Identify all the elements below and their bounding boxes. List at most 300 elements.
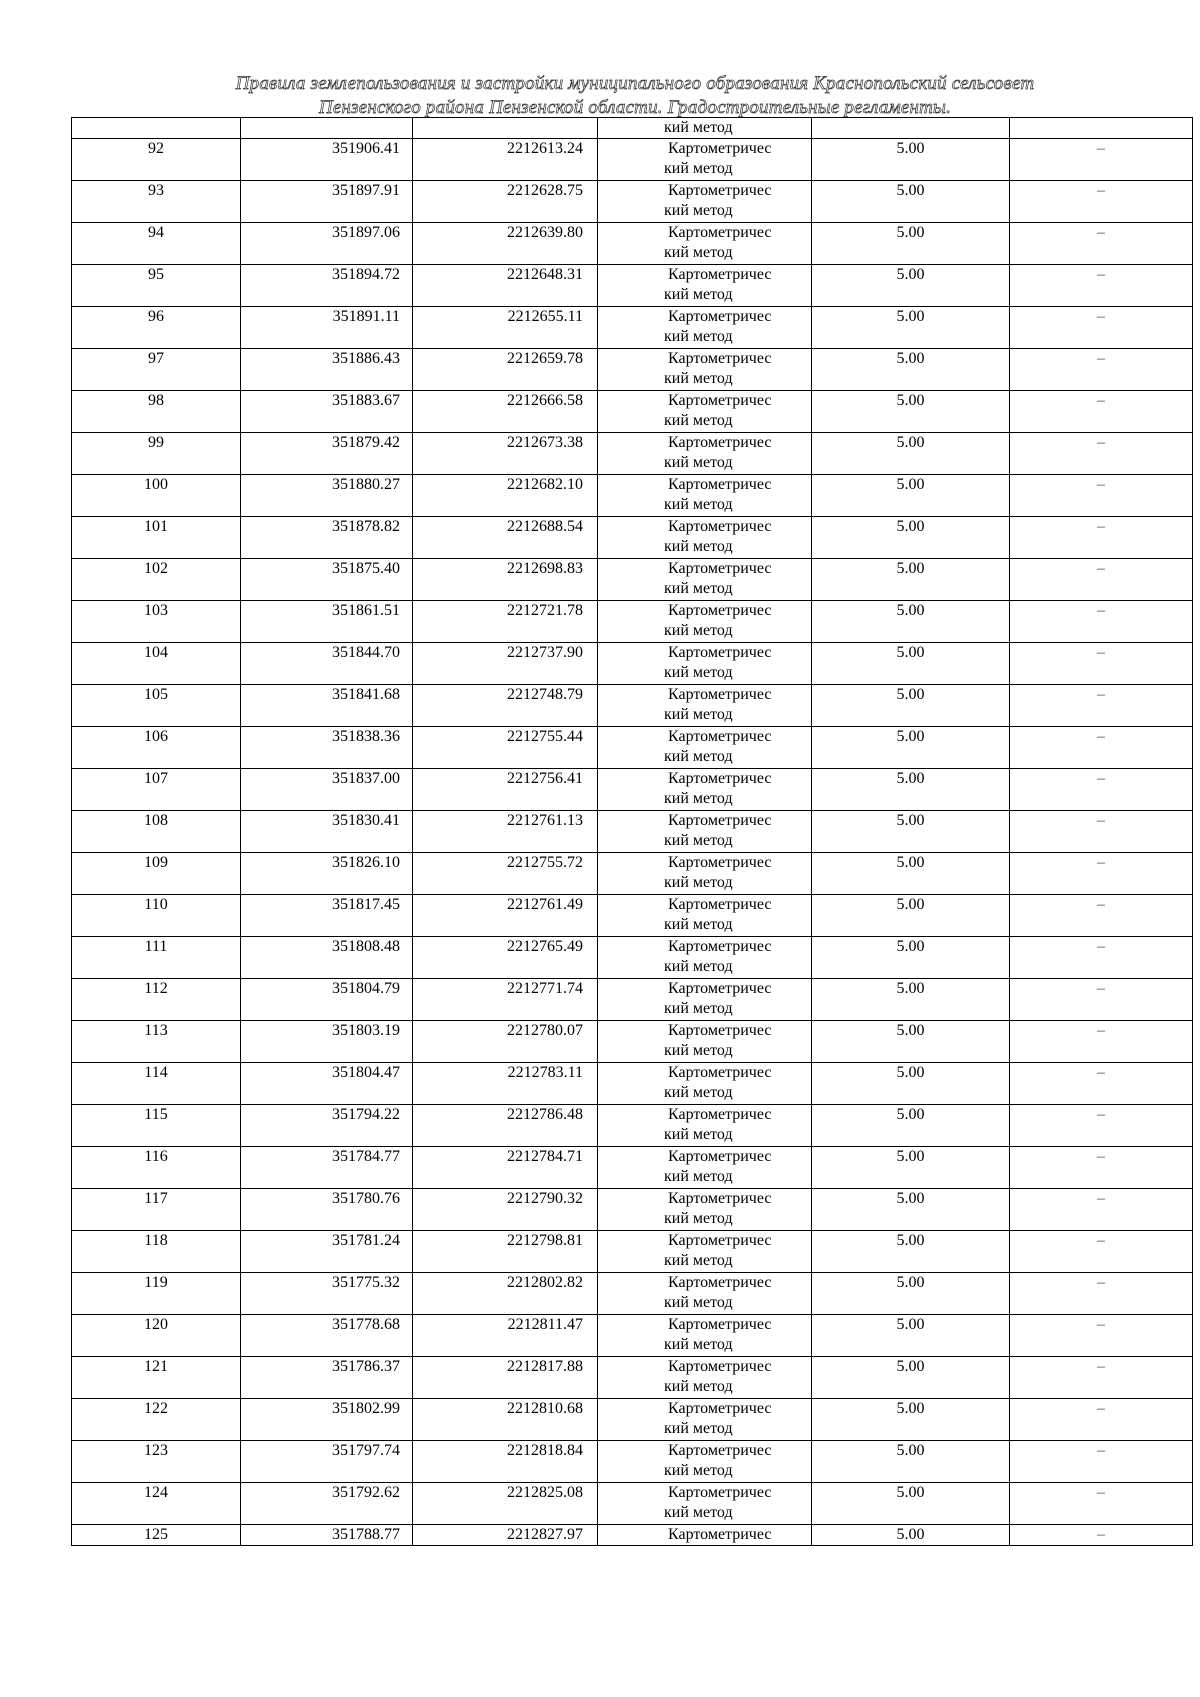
cell-number: 112 — [72, 979, 241, 1021]
cell-precision: 5.00 — [812, 853, 1010, 895]
cell-method — [598, 223, 812, 265]
method-line-2: кий метод — [664, 1000, 733, 1017]
method-line-1: Картометричес — [668, 476, 772, 493]
cell-x: 351894.72 — [241, 265, 413, 307]
method-line-1: Картометричес — [668, 1442, 772, 1459]
method-line-1: Картометричес — [668, 518, 772, 535]
table-row — [72, 685, 1193, 727]
cell-y: 2212721.78 — [413, 601, 598, 643]
cell-precision: 5.00 — [812, 1231, 1010, 1273]
method-line-1: Картометричес — [668, 1316, 772, 1333]
cell-description: – — [1010, 769, 1193, 811]
method-line-2: кий метод — [664, 244, 733, 261]
cell-description: – — [1010, 349, 1193, 391]
cell-y: 2212756.41 — [413, 769, 598, 811]
cell-description: – — [1010, 1441, 1193, 1483]
method-line-2: кий метод — [664, 1210, 733, 1227]
cell-x: 351886.43 — [241, 349, 413, 391]
cell-method — [598, 181, 812, 223]
cell-x: 351804.47 — [241, 1063, 413, 1105]
cell-y: 2212688.54 — [413, 517, 598, 559]
cell-method — [598, 1231, 812, 1273]
method-line-2: кий метод — [664, 580, 733, 597]
cell-y: 2212737.90 — [413, 643, 598, 685]
cell-description: – — [1010, 517, 1193, 559]
header-line-1: Правила землепользования и застройки муниципального образования Краснопольский сельсовет — [235, 73, 1035, 94]
cell-method — [598, 517, 812, 559]
cell-x: 351891.11 — [241, 307, 413, 349]
method-line-2: кий метод — [664, 370, 733, 387]
cell-description: – — [1010, 1231, 1193, 1273]
method-line-1: Картометричес — [668, 812, 772, 829]
table-row — [72, 1357, 1193, 1399]
method-line-1: Картометричес — [668, 140, 772, 157]
method-line-1: Картометричес — [668, 770, 772, 787]
cell-precision: 5.00 — [812, 433, 1010, 475]
cell-x: 351875.40 — [241, 559, 413, 601]
cell-description: – — [1010, 265, 1193, 307]
continued-row — [72, 118, 1193, 139]
cell-description: – — [1010, 139, 1193, 181]
method-line-1: Картометричес — [668, 1064, 772, 1081]
method-line-2: кий метод — [664, 790, 733, 807]
cell-method — [598, 307, 812, 349]
page-header — [70, 72, 1200, 120]
cell-y: 2212818.84 — [413, 1441, 598, 1483]
table-row — [72, 979, 1193, 1021]
cell-number: 109 — [72, 853, 241, 895]
cell-x — [241, 118, 413, 139]
method-line-2: кий метод — [664, 706, 733, 723]
cell-method — [598, 139, 812, 181]
cell-precision: 5.00 — [812, 1063, 1010, 1105]
cell-number: 114 — [72, 1063, 241, 1105]
table-row — [72, 895, 1193, 937]
cell-method — [598, 643, 812, 685]
cell-x: 351838.36 — [241, 727, 413, 769]
cell-description: – — [1010, 853, 1193, 895]
cell-number: 94 — [72, 223, 241, 265]
cell-precision: 5.00 — [812, 307, 1010, 349]
cell-description: – — [1010, 643, 1193, 685]
method-line-2: кий метод — [664, 1378, 733, 1395]
cell-number: 101 — [72, 517, 241, 559]
cell-x: 351878.82 — [241, 517, 413, 559]
cell-description: – — [1010, 391, 1193, 433]
cell-description: – — [1010, 1273, 1193, 1315]
method-line-2: кий метод — [664, 1294, 733, 1311]
method-line-1: Картометричес — [668, 1148, 772, 1165]
cell-y: 2212783.11 — [413, 1063, 598, 1105]
cell-x: 351817.45 — [241, 895, 413, 937]
cell-precision: 5.00 — [812, 1441, 1010, 1483]
cell-y: 2212659.78 — [413, 349, 598, 391]
cell-method — [598, 979, 812, 1021]
table-row — [72, 307, 1193, 349]
cell-method: Картометричес — [598, 1525, 812, 1546]
table-row — [72, 139, 1193, 181]
cell-method — [598, 391, 812, 433]
cell-precision: 5.00 — [812, 391, 1010, 433]
cell-number: 119 — [72, 1273, 241, 1315]
method-line-2: кий метод — [664, 1084, 733, 1101]
cell-number: 103 — [72, 601, 241, 643]
cell-x: 351792.62 — [241, 1483, 413, 1525]
cell-description: – — [1010, 685, 1193, 727]
cell-y: 2212827.97 — [413, 1525, 598, 1546]
cell-method — [598, 433, 812, 475]
cell-method — [598, 1357, 812, 1399]
method-line-2: кий метод — [664, 874, 733, 891]
table-row — [72, 433, 1193, 475]
cell-number: 122 — [72, 1399, 241, 1441]
cell-y: 2212817.88 — [413, 1357, 598, 1399]
method-line-1: Картометричес — [668, 1484, 772, 1501]
method-line-1: Картометричес — [668, 686, 772, 703]
cell-y: 2212628.75 — [413, 181, 598, 223]
cell-method — [598, 475, 812, 517]
cell-number: 108 — [72, 811, 241, 853]
cell-number: 121 — [72, 1357, 241, 1399]
cell-method — [598, 1147, 812, 1189]
cell-x: 351837.00 — [241, 769, 413, 811]
cell-x: 351808.48 — [241, 937, 413, 979]
method-line-2: кий метод — [664, 916, 733, 933]
table-row — [72, 1021, 1193, 1063]
cell-method — [598, 349, 812, 391]
table-row — [72, 1147, 1193, 1189]
method-line-1: Картометричес — [668, 644, 772, 661]
method-line-1: Картометричес — [668, 896, 772, 913]
method-line-1: Картометричес — [668, 1274, 772, 1291]
cell-x: 351781.24 — [241, 1231, 413, 1273]
cell-number: 95 — [72, 265, 241, 307]
method-line-2: кий метод — [664, 160, 733, 177]
cell-number: 97 — [72, 349, 241, 391]
cell-y: 2212802.82 — [413, 1273, 598, 1315]
cell-number: 115 — [72, 1105, 241, 1147]
cell-precision: 5.00 — [812, 223, 1010, 265]
cell-method — [598, 1441, 812, 1483]
method-line-1: Картометричес — [668, 1358, 772, 1375]
cell-precision: 5.00 — [812, 1315, 1010, 1357]
table-row — [72, 601, 1193, 643]
cell-y: 2212811.47 — [413, 1315, 598, 1357]
method-line-1: Картометричес — [668, 392, 772, 409]
method-line-1: Картометричес — [668, 1232, 772, 1249]
table-row — [72, 1189, 1193, 1231]
cell-x: 351794.22 — [241, 1105, 413, 1147]
cell-x: 351784.77 — [241, 1147, 413, 1189]
cell-precision: 5.00 — [812, 601, 1010, 643]
cell-method — [598, 685, 812, 727]
method-line-1: Картометричес — [668, 728, 772, 745]
cell-x: 351906.41 — [241, 139, 413, 181]
method-line-2: кий метод — [664, 538, 733, 555]
cell-y: 2212761.13 — [413, 811, 598, 853]
cell-precision: 5.00 — [812, 727, 1010, 769]
cell-precision: 5.00 — [812, 349, 1010, 391]
cell-x: 351897.91 — [241, 181, 413, 223]
cell-y: 2212790.32 — [413, 1189, 598, 1231]
cell-x: 351786.37 — [241, 1357, 413, 1399]
cell-number: 102 — [72, 559, 241, 601]
cell-precision: 5.00 — [812, 1105, 1010, 1147]
cell-number: 99 — [72, 433, 241, 475]
cell-description: – — [1010, 1063, 1193, 1105]
cell-precision: 5.00 — [812, 979, 1010, 1021]
cell-number: 93 — [72, 181, 241, 223]
cell-precision: 5.00 — [812, 181, 1010, 223]
cell-precision: 5.00 — [812, 937, 1010, 979]
method-line-2: кий метод — [664, 1168, 733, 1185]
cell-description: – — [1010, 937, 1193, 979]
cell-number: 107 — [72, 769, 241, 811]
method-line-2: кий метод — [664, 496, 733, 513]
cell-precision: 5.00 — [812, 559, 1010, 601]
cell-number: 124 — [72, 1483, 241, 1525]
method-line-1: Картометричес — [668, 434, 772, 451]
cell-y: 2212673.38 — [413, 433, 598, 475]
method-line-2: кий метод — [664, 1504, 733, 1521]
cell-number: 123 — [72, 1441, 241, 1483]
table-row — [72, 1399, 1193, 1441]
cell-description: – — [1010, 475, 1193, 517]
cell-description: – — [1010, 1021, 1193, 1063]
cell-y: 2212765.49 — [413, 937, 598, 979]
table-row — [72, 937, 1193, 979]
cell-method: кий метод — [598, 118, 812, 139]
cell-description: – — [1010, 1189, 1193, 1231]
cell-y: 2212771.74 — [413, 979, 598, 1021]
table-row — [72, 1231, 1193, 1273]
table-row — [72, 517, 1193, 559]
cell-method — [598, 1189, 812, 1231]
method-line-2: кий метод — [664, 454, 733, 471]
cell-x: 351778.68 — [241, 1315, 413, 1357]
cell-method — [598, 1273, 812, 1315]
cell-x: 351780.76 — [241, 1189, 413, 1231]
cell-x: 351797.74 — [241, 1441, 413, 1483]
cell-y: 2212748.79 — [413, 685, 598, 727]
table-row — [72, 181, 1193, 223]
cell-precision: 5.00 — [812, 1273, 1010, 1315]
method-line-1: Картометричес — [668, 182, 772, 199]
cell-description — [1010, 118, 1193, 139]
method-line-2: кий метод — [664, 1336, 733, 1353]
method-line-2: кий метод — [664, 622, 733, 639]
cell-x: 351844.70 — [241, 643, 413, 685]
cell-method — [598, 1063, 812, 1105]
table-row — [72, 265, 1193, 307]
cell-precision: 5.00 — [812, 685, 1010, 727]
cell-x: 351826.10 — [241, 853, 413, 895]
cell-x: 351841.68 — [241, 685, 413, 727]
cell-precision: 5.00 — [812, 1021, 1010, 1063]
cell-y: 2212784.71 — [413, 1147, 598, 1189]
cell-number: 100 — [72, 475, 241, 517]
cell-precision: 5.00 — [812, 475, 1010, 517]
cell-precision: 5.00 — [812, 643, 1010, 685]
cell-y: 2212786.48 — [413, 1105, 598, 1147]
coordinates-table — [71, 117, 1193, 1546]
cell-description: – — [1010, 181, 1193, 223]
cell-description: – — [1010, 895, 1193, 937]
cell-precision: 5.00 — [812, 1399, 1010, 1441]
cell-precision: 5.00 — [812, 1357, 1010, 1399]
method-line-2: кий метод — [664, 1420, 733, 1437]
method-line-1: Картометричес — [668, 980, 772, 997]
cell-precision: 5.00 — [812, 1189, 1010, 1231]
coordinates-table-body — [72, 118, 1193, 1546]
cell-x: 351775.32 — [241, 1273, 413, 1315]
cell-precision: 5.00 — [812, 895, 1010, 937]
method-line-2: кий метод — [664, 1042, 733, 1059]
table-row — [72, 1063, 1193, 1105]
cell-y: 2212648.31 — [413, 265, 598, 307]
method-line-1: Картометричес — [668, 350, 772, 367]
cell-method — [598, 811, 812, 853]
cell-method — [598, 265, 812, 307]
table-row — [72, 1525, 1193, 1546]
cell-x: 351788.77 — [241, 1525, 413, 1546]
cell-number: 105 — [72, 685, 241, 727]
cell-number: 110 — [72, 895, 241, 937]
cell-precision: 5.00 — [812, 517, 1010, 559]
method-line-2: кий метод — [664, 412, 733, 429]
cell-method — [598, 559, 812, 601]
table-row — [72, 1315, 1193, 1357]
cell-precision: 5.00 — [812, 1483, 1010, 1525]
cell-y: 2212780.07 — [413, 1021, 598, 1063]
method-line-1: Картометричес — [668, 1190, 772, 1207]
cell-description: – — [1010, 307, 1193, 349]
method-line-1: Картометричес — [668, 308, 772, 325]
cell-y: 2212666.58 — [413, 391, 598, 433]
cell-method — [598, 1315, 812, 1357]
cell-y: 2212698.83 — [413, 559, 598, 601]
header-line-2: Пензенского района Пензенской области. Градостроительные регламенты. — [318, 97, 952, 118]
cell-description: – — [1010, 979, 1193, 1021]
method-line-1: Картометричес — [668, 1106, 772, 1123]
cell-x: 351803.19 — [241, 1021, 413, 1063]
method-line-2: кий метод — [664, 286, 733, 303]
cell-precision — [812, 118, 1010, 139]
cell-x: 351802.99 — [241, 1399, 413, 1441]
cell-y: 2212755.44 — [413, 727, 598, 769]
cell-number: 92 — [72, 139, 241, 181]
method-line-1: Картометричес — [668, 266, 772, 283]
cell-y: 2212810.68 — [413, 1399, 598, 1441]
cell-description: – — [1010, 1147, 1193, 1189]
cell-number: 113 — [72, 1021, 241, 1063]
cell-number: 98 — [72, 391, 241, 433]
cell-y: 2212798.81 — [413, 1231, 598, 1273]
method-line-2: кий метод — [664, 1252, 733, 1269]
method-line-1: Картометричес — [668, 854, 772, 871]
cell-description: – — [1010, 1357, 1193, 1399]
cell-number: 96 — [72, 307, 241, 349]
table-row — [72, 853, 1193, 895]
cell-description: – — [1010, 727, 1193, 769]
method-line-1: Картометричес — [668, 560, 772, 577]
cell-precision: 5.00 — [812, 139, 1010, 181]
table-row — [72, 1441, 1193, 1483]
cell-description: – — [1010, 559, 1193, 601]
cell-method — [598, 1483, 812, 1525]
cell-x: 351804.79 — [241, 979, 413, 1021]
cell-number: 104 — [72, 643, 241, 685]
cell-number — [72, 118, 241, 139]
method-line-1: Картометричес — [668, 1400, 772, 1417]
cell-x: 351879.42 — [241, 433, 413, 475]
cell-x: 351883.67 — [241, 391, 413, 433]
cell-description: – — [1010, 223, 1193, 265]
method-line-2: кий метод — [664, 202, 733, 219]
cell-precision: 5.00 — [812, 769, 1010, 811]
cell-method — [598, 1399, 812, 1441]
cell-y: 2212639.80 — [413, 223, 598, 265]
table-row — [72, 643, 1193, 685]
cell-y: 2212682.10 — [413, 475, 598, 517]
cell-number: 118 — [72, 1231, 241, 1273]
method-line-2: кий метод — [664, 1462, 733, 1479]
cell-y: 2212613.24 — [413, 139, 598, 181]
method-line-2: кий метод — [664, 664, 733, 681]
cell-method — [598, 1105, 812, 1147]
table-row — [72, 727, 1193, 769]
method-line-1: Картометричес — [668, 602, 772, 619]
cell-y: 2212755.72 — [413, 853, 598, 895]
cell-precision: 5.00 — [812, 811, 1010, 853]
table-row — [72, 475, 1193, 517]
cell-precision: 5.00 — [812, 1525, 1010, 1546]
cell-x: 351830.41 — [241, 811, 413, 853]
cell-number: 106 — [72, 727, 241, 769]
cell-number: 125 — [72, 1525, 241, 1546]
cell-description: – — [1010, 601, 1193, 643]
cell-method — [598, 895, 812, 937]
cell-number: 116 — [72, 1147, 241, 1189]
cell-y: 2212761.49 — [413, 895, 598, 937]
cell-y — [413, 118, 598, 139]
cell-y: 2212655.11 — [413, 307, 598, 349]
cell-method — [598, 727, 812, 769]
cell-precision: 5.00 — [812, 265, 1010, 307]
method-line-2: кий метод — [664, 958, 733, 975]
cell-description: – — [1010, 1315, 1193, 1357]
cell-method — [598, 1021, 812, 1063]
method-line-1: Картометричес — [668, 224, 772, 241]
cell-description: – — [1010, 811, 1193, 853]
cell-x: 351861.51 — [241, 601, 413, 643]
cell-description: – — [1010, 433, 1193, 475]
table-row — [72, 559, 1193, 601]
table-row — [72, 811, 1193, 853]
cell-method — [598, 769, 812, 811]
cell-precision: 5.00 — [812, 1147, 1010, 1189]
method-line-2: кий метод — [664, 748, 733, 765]
method-line-2: кий метод — [664, 832, 733, 849]
cell-description: – — [1010, 1105, 1193, 1147]
cell-number: 120 — [72, 1315, 241, 1357]
method-line-2: кий метод — [664, 328, 733, 345]
method-line-1: Картометричес — [668, 938, 772, 955]
cell-number: 111 — [72, 937, 241, 979]
table-row — [72, 391, 1193, 433]
cell-description: – — [1010, 1525, 1193, 1546]
cell-x: 351880.27 — [241, 475, 413, 517]
